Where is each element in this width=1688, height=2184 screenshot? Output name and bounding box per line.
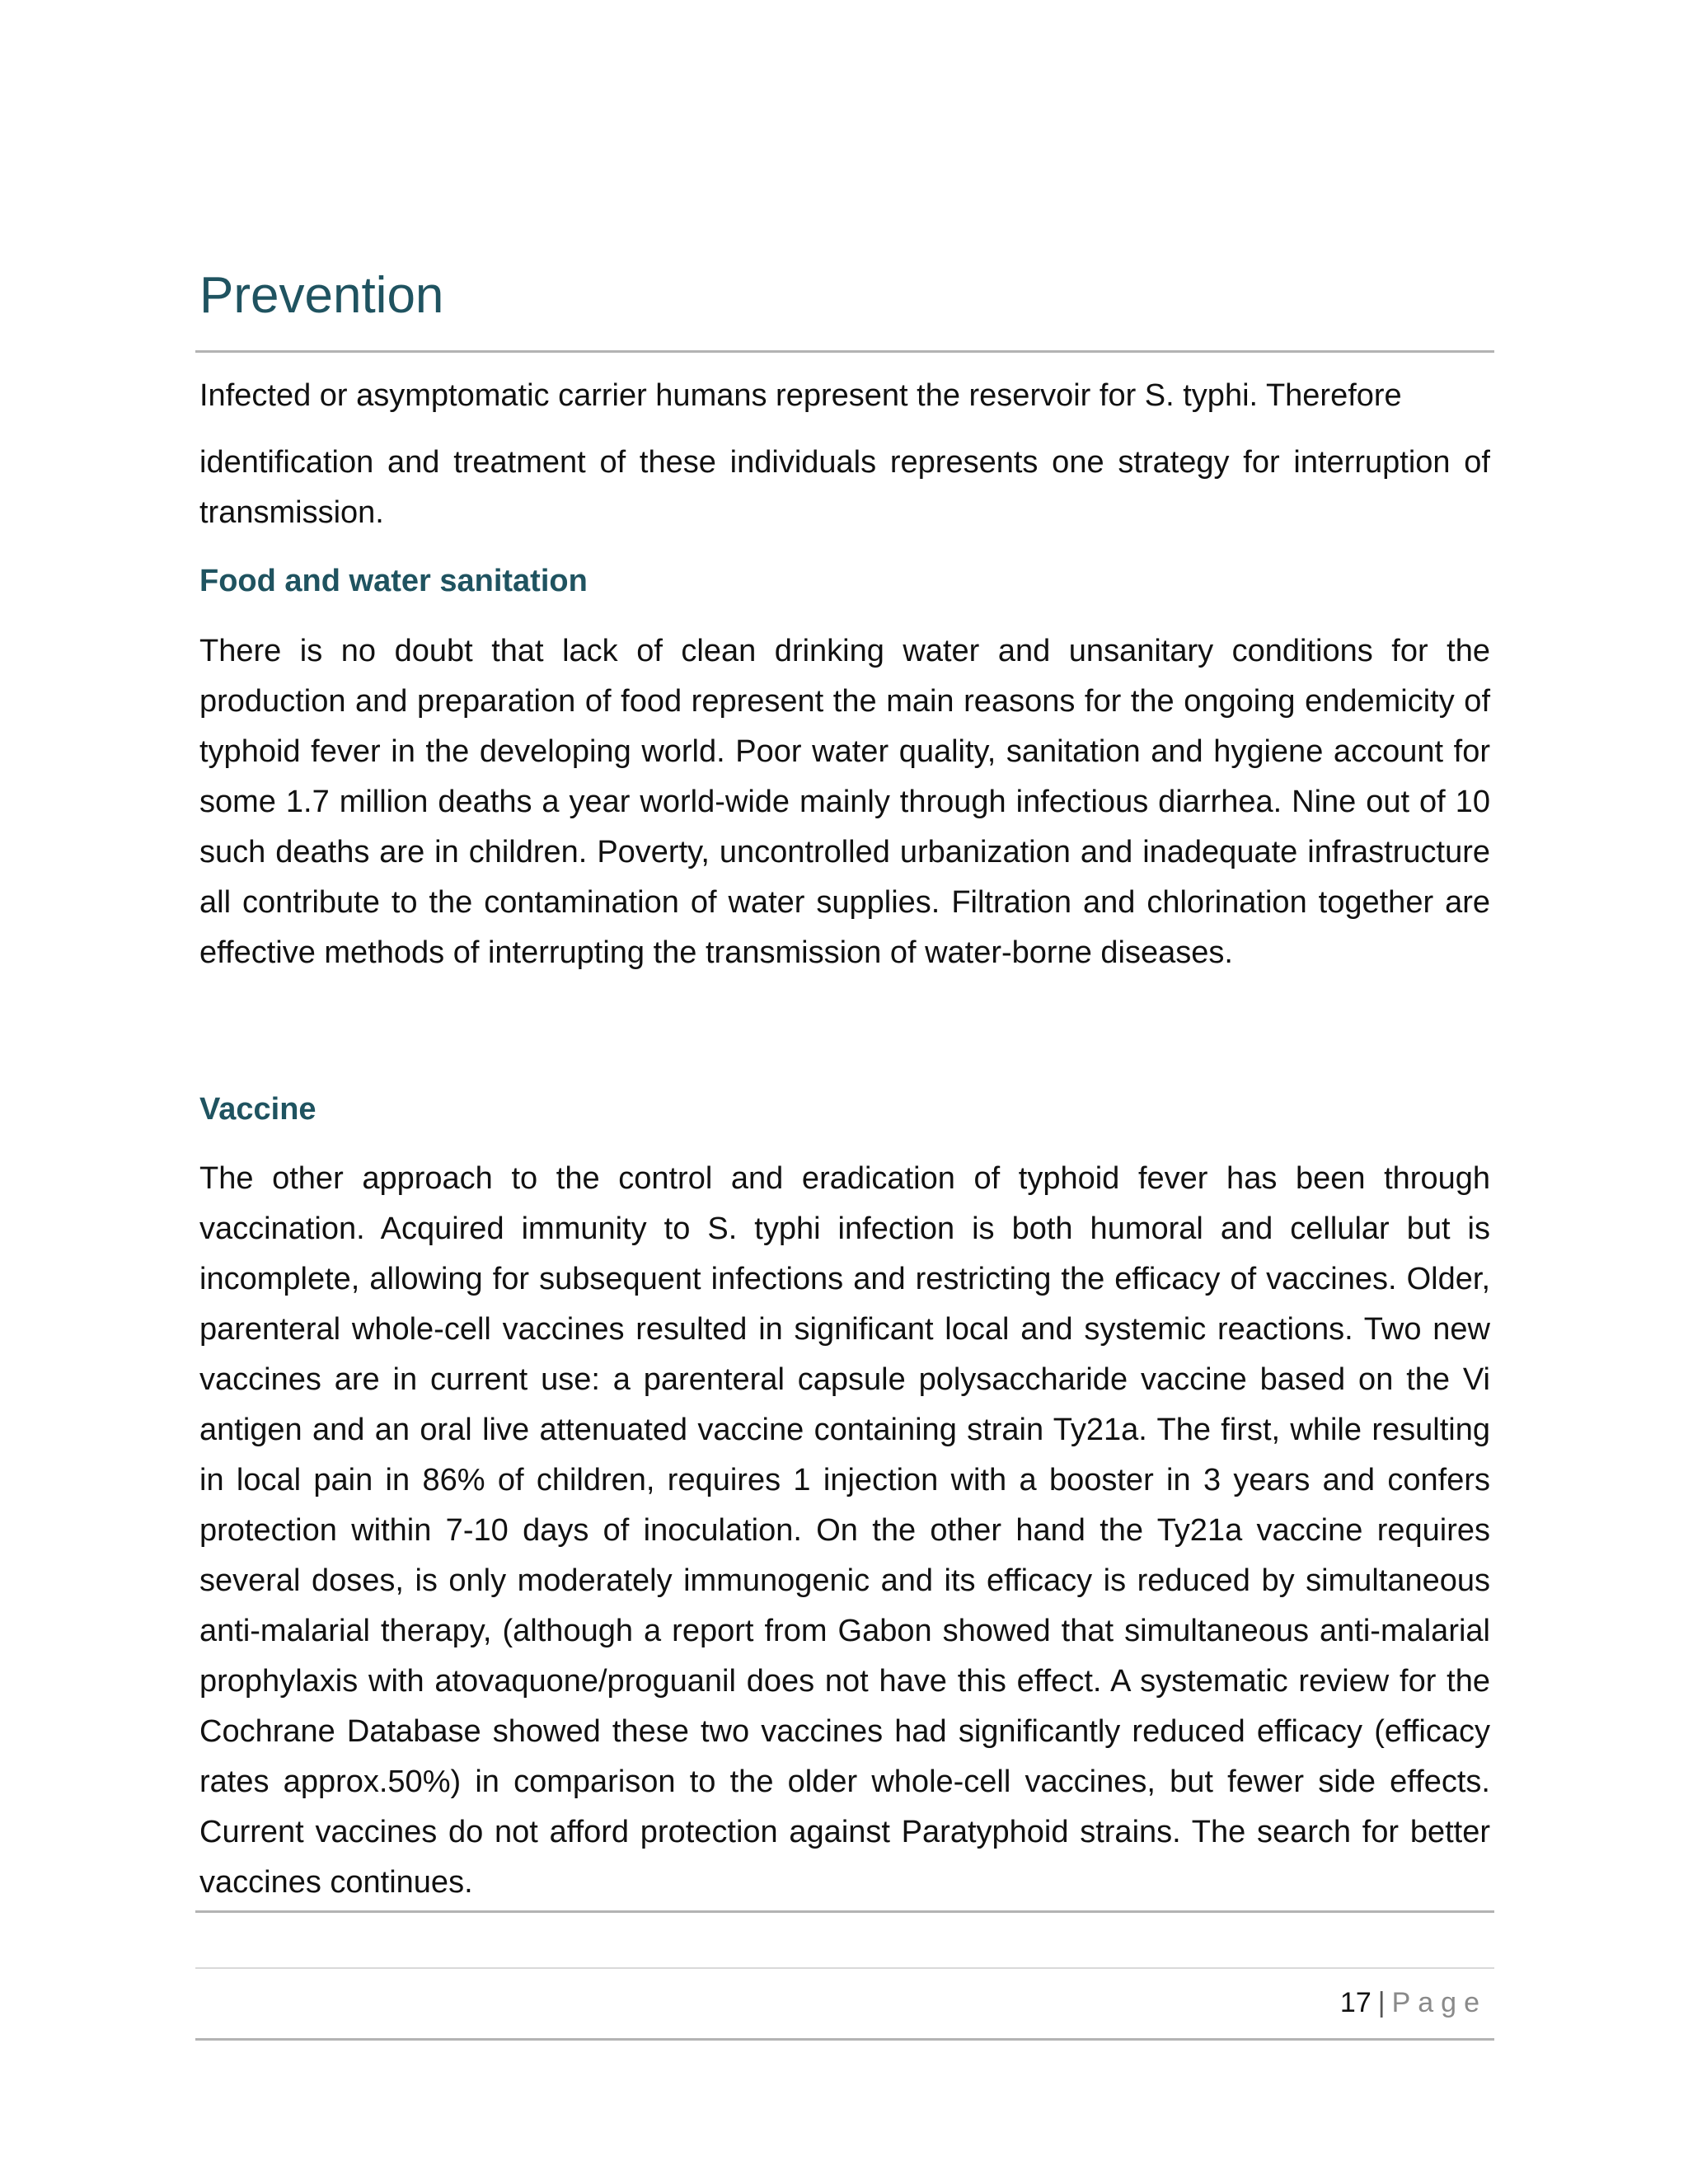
vaccine-paragraph: The other approach to the control and eradication of typhoid fever has been through vaccination. Acquired immunity to S. typhi infection is both humoral and cellular but is incomplete, allowing for subsequent infections and restricting the efficacy of vaccines. Older, parenteral whole-cell vaccines resulted in significant local and systemic reactions. Two new vaccines are in current use: a parenteral capsule polysaccharide vaccine based on the Vi antigen and an oral live attenuated vaccine containing strain Ty21a. The first, while resulting in local pain in 86% of children, requires 1 injection with a booster in 3 years and confers protection within 7-10 days of inoculation. On the other hand the Ty21a vaccine requires several doses, is only moderately immunogenic and its efficacy is reduced by simultaneous anti-malarial therapy, (although a report from Gabon showed that simultaneous anti-malarial prophylaxis with atovaquone/proguanil does not have this effect. A systematic review for the Cochrane Database showed these two vaccines had significantly reduced efficacy (efficacy rates approx.50%) in comparison to the older whole-cell vaccines, but fewer side effects. Current vaccines do not afford protection against Paratyphoid strains. The search for better vaccines continues. (199, 1161, 1490, 1900)
intro-line-1: Infected or asymptomatic carrier humans represent the reservoir for S. typhi. Therefore (199, 378, 1402, 413)
page-number-separator: | (1377, 1987, 1386, 2018)
content-bottom-divider (195, 1910, 1494, 1913)
heading-divider (195, 350, 1494, 353)
subheading-food-water-sanitation: Food and water sanitation (199, 564, 588, 598)
page-title: Prevention (199, 267, 444, 324)
footer-bottom-divider (195, 2038, 1494, 2041)
page-label: Page (1391, 1987, 1487, 2018)
food-water-paragraph: There is no doubt that lack of clean drinking water and unsanitary conditions for the production and preparation of food represent the main reasons for the ongoing endemicity of typhoid fever in the developing world. Poor water quality, sanitation and hygiene account for some 1.7 million deaths a year world-wide mainly through infectious diarrhea. Nine out of 10 such deaths are in children. Poverty, uncontrolled urbanization and inadequate infrastructure all contribute to the contamination of water supplies. Filtration and chlorination together are effective methods of interrupting the transmission of water-borne diseases. (199, 634, 1490, 970)
page-number: 17 (1339, 1987, 1372, 2018)
subheading-vaccine: Vaccine (199, 1092, 316, 1127)
footer-top-divider (195, 1967, 1494, 1969)
intro-paragraph: identification and treatment of these individuals represents one strategy for interruption of transmission. (199, 445, 1490, 530)
page-number-footer (1340, 1989, 1487, 2017)
